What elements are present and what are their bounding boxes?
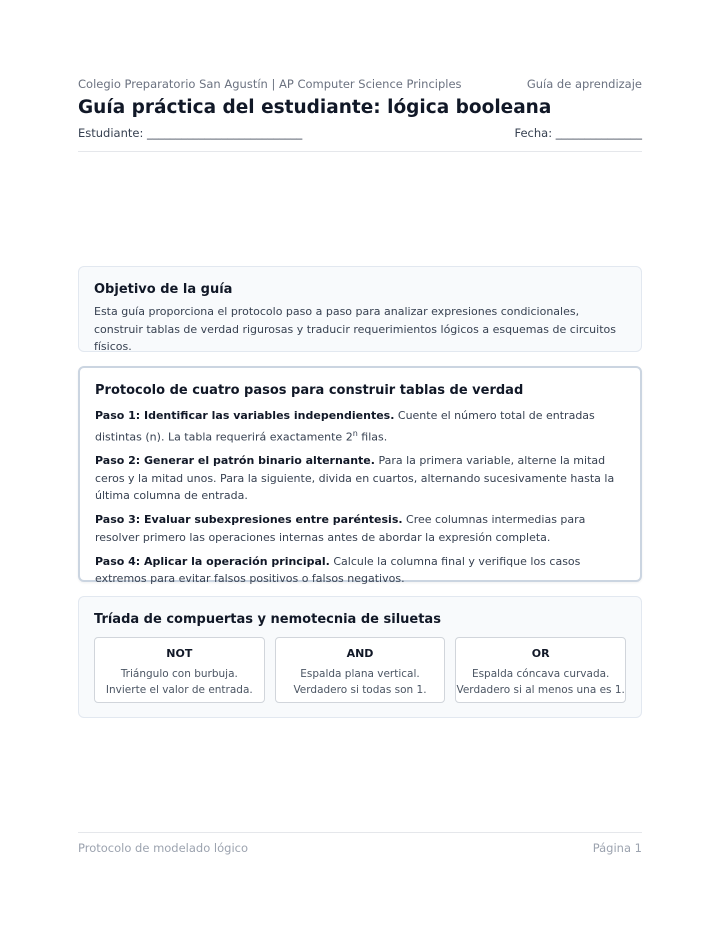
step-superscript: n xyxy=(352,428,358,438)
step-label: Paso 3: Evaluar subexpresiones entre paréntesis. xyxy=(95,513,403,527)
document-type: Guía de aprendizaje xyxy=(526,77,642,91)
page-number: Página 1 xyxy=(592,841,642,855)
protocol-step-1 xyxy=(95,407,625,446)
header-fields xyxy=(78,125,642,141)
gate-description-line-2: Verdadero si al menos una es 1. xyxy=(456,684,625,696)
protocol-card xyxy=(78,366,642,586)
step-text: Para la primera variable, alterne la mitad ceros y la mitad unos. Para la siguiente, divida en cuartos, alternando sucesivamente hasta la última columna de entrada. xyxy=(95,454,615,503)
header-divider xyxy=(78,151,642,152)
student-field: Estudiante: ___________________________ xyxy=(78,126,303,140)
gate-name: AND xyxy=(346,647,374,660)
objective-card xyxy=(78,266,642,352)
protocol-step-3 xyxy=(95,511,625,546)
step-label: Paso 1: Identificar las variables independientes. xyxy=(95,409,395,422)
institution-line: Colegio Preparatorio San Agustín | AP Computer Science Principles xyxy=(78,77,462,91)
footer-divider xyxy=(78,832,642,833)
step-text-end: filas. xyxy=(357,430,388,444)
gate-description-line-1: Espalda cóncava curvada. xyxy=(471,668,610,680)
document-header xyxy=(78,76,642,92)
gates-card xyxy=(78,596,642,718)
gates-heading: Tríada de compuertas y nemotecnia de siluetas xyxy=(94,612,441,627)
gate-and-box xyxy=(275,637,446,703)
gate-not-box xyxy=(94,637,265,703)
protocol-heading: Protocolo de cuatro pasos para construir tablas de verdad xyxy=(95,383,524,398)
step-label: Paso 4: Aplicar la operación principal. xyxy=(95,554,330,568)
gate-description-line-1: Espalda plana vertical. xyxy=(300,668,420,680)
gates-grid xyxy=(94,637,626,703)
objective-heading: Objetivo de la guía xyxy=(94,282,233,297)
gate-name: OR xyxy=(531,647,550,660)
objective-text: Esta guía proporciona el protocolo paso a paso para analizar expresiones condicionales, construir tablas de verdad rigurosas y traducir requerimientos lógicos a esquemas de circuitos físicos. xyxy=(94,305,616,353)
step-label: Paso 2: Generar el patrón binario alternante. xyxy=(95,454,375,468)
page-title: Guía práctica del estudiante: lógica booleana xyxy=(78,97,552,118)
gate-description-line-2: Invierte el valor de entrada. xyxy=(105,684,253,696)
date-field: Fecha: _______________ xyxy=(514,126,642,140)
protocol-step-4 xyxy=(95,553,625,588)
step-text: Calcule la columna final y verifique los casos extremos para evitar falsos positivos o falsos negativos. xyxy=(95,554,581,586)
step-text: Cuente el número total de entradas distintas (n). La tabla requerirá exactamente 2 xyxy=(95,409,595,444)
gate-description-line-2: Verdadero si todas son 1. xyxy=(293,684,427,696)
gate-description-line-1: Triángulo con burbuja. xyxy=(120,668,238,680)
protocol-step-2 xyxy=(95,452,625,505)
gate-or-box xyxy=(455,637,626,703)
document-footer xyxy=(78,840,642,856)
step-text: Cree columnas intermedias para resolver primero las operaciones internas antes de abordar la expresión completa. xyxy=(95,513,586,544)
footer-title: Protocolo de modelado lógico xyxy=(78,841,248,855)
gate-name: NOT xyxy=(166,647,193,660)
